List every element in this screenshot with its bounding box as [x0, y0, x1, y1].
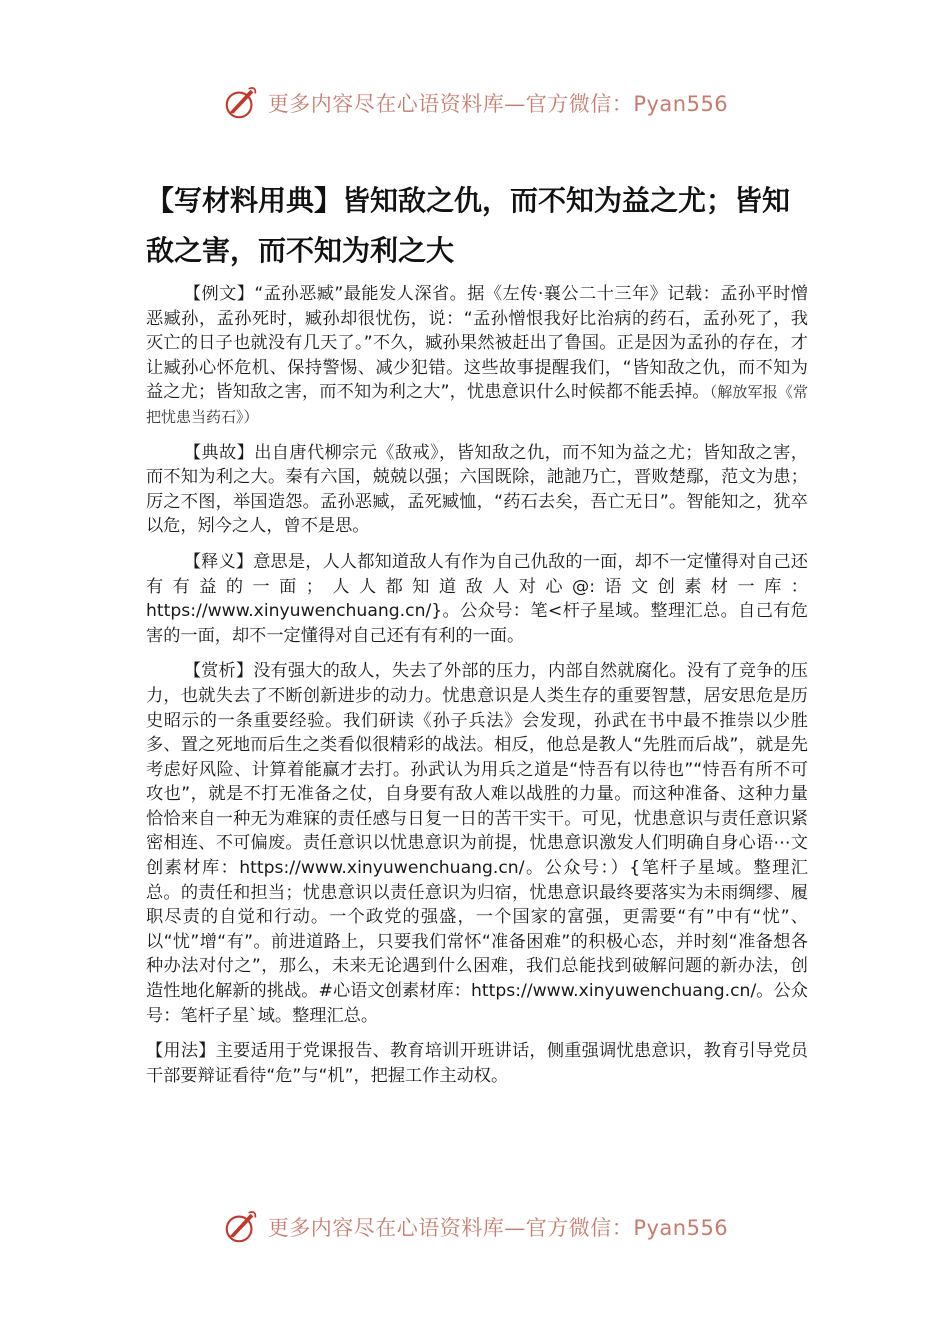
quill-circle-logo-icon: [222, 84, 260, 122]
quill-circle-logo-icon: [222, 1208, 260, 1246]
usage-paragraph: [146, 1039, 808, 1088]
allusion-text: 出自唐代柳宗元《敌戒》，皆知敌之仇，而不知为益之尤；皆知敌之害，而不知为利之大。秦有六国，兢兢以强；六国既除，訑訑乃亡，晋败楚鄢，范文为患；厉之不图，举国造怨。孟孙恶臧，孟死臧恤，“药石去矣，吾亡无日”。智能知之，犹卒以危，矧今之人，曾不是思。: [146, 442, 808, 537]
usage-text: 主要适用于党课报告、教育培训开班讲话，侧重强调忧患意识，教育引导党员干部要辩证看待“危”与“机”，把握工作主动权。: [146, 1041, 808, 1086]
allusion-paragraph: [146, 441, 808, 539]
appreciation-text: 没有强大的敌人，失去了外部的压力，内部自然就腐化。没有了竞争的压力，也就失去了不断创新进步的动力。忧患意识是人类生存的重要智慧，居安思危是历史昭示的一条重要经验。我们研读《孙子兵法》会发现，孙武在书中最不推崇以少胜多、置之死地而后生之类看似很精彩的战法。相反，他总是教人“先胜而后战”，就是先考虑好风险、计算着能赢才去打。孙武认为用兵之道是“恃吾有以待也”“恃吾有所不可攻也”，就是不打无准备之仗，自身要有敌人难以战胜的力量。而这种准备、这种力量恰恰来自一种无为难寐的责任感与日复一日的苦干实干。可见，忧患意识与责任意识紧密相连、不可偏废。责任意识以忧患意识为前提，忧患意识激发人们明确自身心语⋯文创素材库：https://www.xinyuwenchuang.cn/。公众号：）{笔杆子星域。整理汇总。的责任和担当；忧患意识以责任意识为归宿，忧患意识最终要落实为未雨绸缪、履职尽责的自觉和行动。一个政党的强盛，一个国家的富强，更需要“有”中有“忧”、以“忧”增“有”。前进道路上，只要我们常怀“准备困难”的积极心态，并时刻“准备想各种办法对付之”，那么，未来无论遇到什么困难，我们总能找到破解问题的新办法，创造性地化解新的挑战。#心语文创素材库：https://www.xinyuwenchuang.cn/。公众号：笔杆子星`域。整理汇总。: [146, 661, 808, 1026]
example-text: “孟孙恶臧”最能发人深省。据《左传·襄公二十三年》记载：孟孙平时憎恶臧孙，孟孙死时，臧孙却很忧伤，说：“孟孙憎恨我好比治病的药石，孟孙死了，我灭亡的日子也就没有几天了。”不久，臧孙果然被赶出了鲁国。正是因为孟孙的存在，才让臧孙心怀危机、保持警惕、减少犯错。这些故事提醒我们，“皆知敌之仇，而不知为益之尤；皆知敌之害，而不知为利之大”，忧患意识什么时候都不能丢掉。: [146, 284, 808, 403]
example-paragraph: [146, 282, 808, 430]
watermark-text: 更多内容尽在心语资料库—官方微信：Pyan556: [267, 1216, 729, 1240]
usage-tag: 【用法】: [146, 1041, 216, 1062]
allusion-tag: 【典故】: [183, 442, 255, 463]
meaning-paragraph: [146, 550, 808, 648]
article-body: [146, 282, 808, 1099]
wechat-id: Pyan556: [633, 1216, 729, 1240]
watermark-text: 更多内容尽在心语资料库—官方微信：Pyan556: [267, 92, 729, 116]
wechat-id: Pyan556: [633, 92, 729, 116]
footer-watermark: [0, 1208, 950, 1246]
example-source: （解放军报《常把忧患当药石》）: [146, 383, 808, 426]
page-title: 【写材料用典】皆知敌之仇，而不知为益之尤；皆知敌之害，而不知为利之大: [146, 184, 791, 267]
appreciation-tag: 【赏析】: [183, 661, 254, 682]
appreciation-paragraph: [146, 659, 808, 1028]
example-tag: 【例文】: [183, 284, 255, 304]
meaning-tag: 【释义】: [183, 551, 254, 572]
header-watermark: [0, 84, 950, 122]
meaning-text: 意思是，人人都知道敌人有作为自己仇敌的一面，却不一定懂得对自己还有有益的一面；人人都知道敌人对心@:语文创素材一库：https://www.xinyuwenchuang.cn/}。公众号：笔<杆子星域。整理汇总。自己有危害的一面，却不一定懂得对自己还有有利的一面。: [146, 551, 808, 646]
